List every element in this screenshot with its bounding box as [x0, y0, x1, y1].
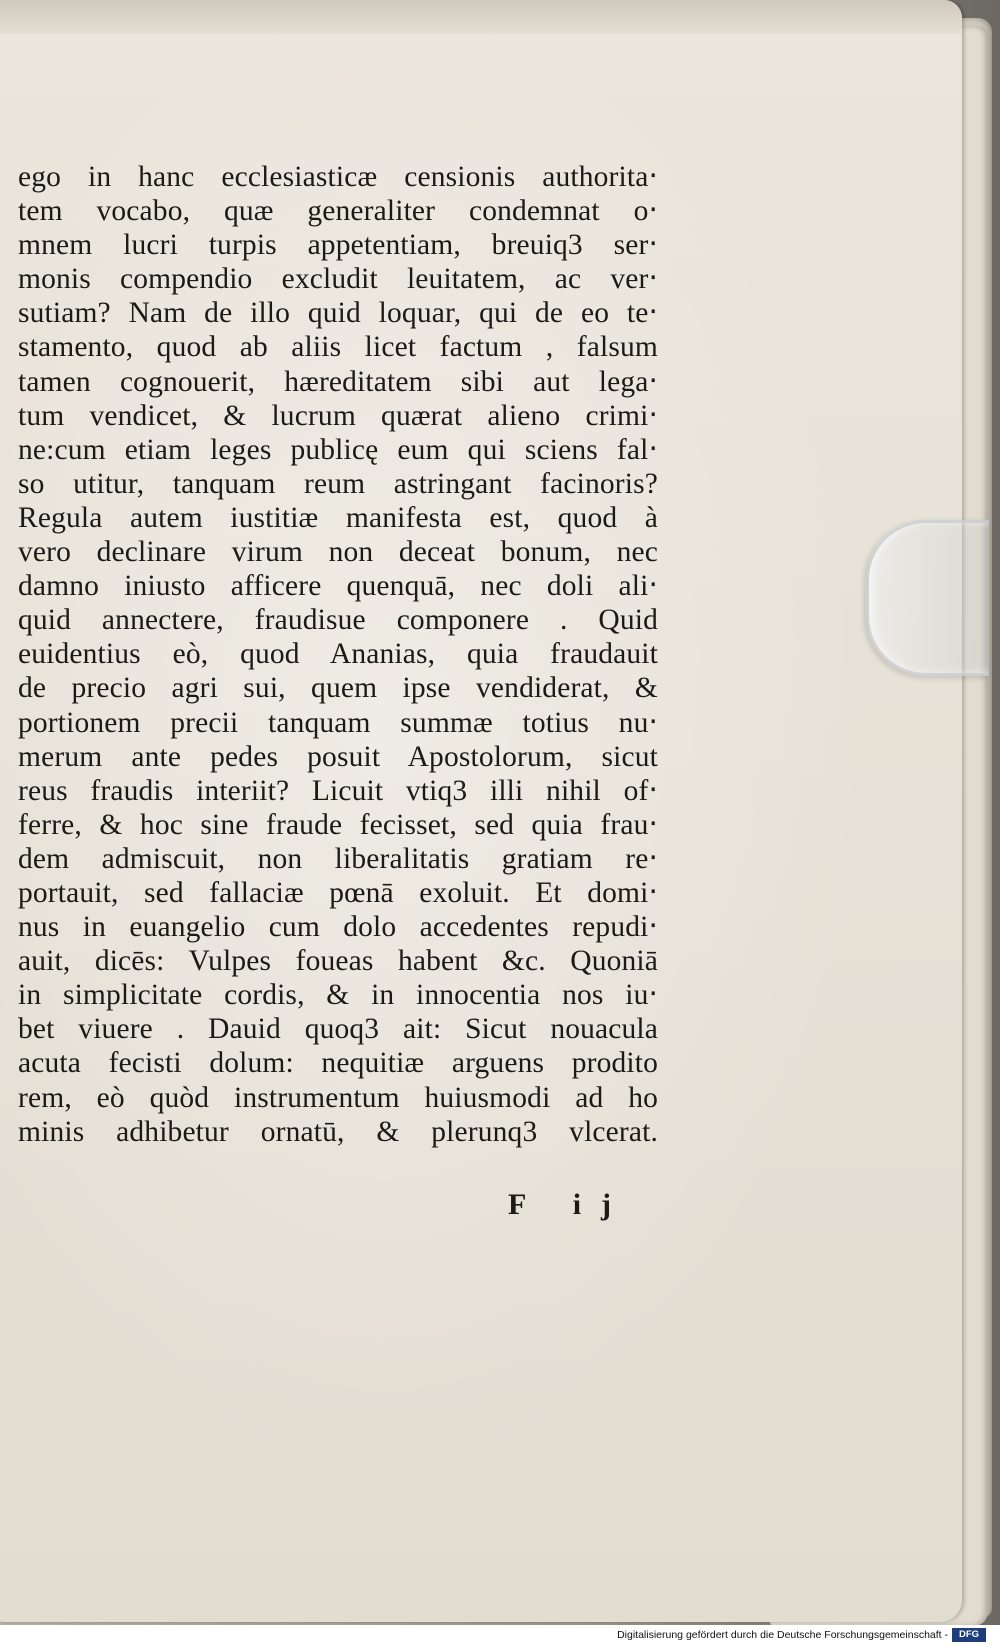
text-line: bet viuere . Dauid quoq3 ait: Sicut nouacula: [18, 1013, 658, 1046]
text-line: tamen cognouerit, hæreditatem sibi aut lega‧: [18, 365, 658, 398]
page-text: [18, 160, 658, 1149]
text-line: damno iniusto afficere quenquā, nec doli ali‧: [18, 570, 658, 603]
dfg-logo: DFG: [952, 1628, 986, 1642]
text-line: portionem precii tanquam summæ totius nu‧: [18, 706, 658, 739]
text-line: ferre, & hoc sine fraude fecisset, sed quia frau‧: [18, 808, 658, 841]
text-line: merum ante pedes posuit Apostolorum, sicut: [18, 740, 658, 773]
text-line: stamento, quod ab aliis licet factum , falsum: [18, 331, 658, 364]
text-line: so utitur, tanquam reum astringant facinoris?: [18, 467, 658, 500]
text-line: tum vendicet, & lucrum quærat alieno crimi‧: [18, 399, 658, 432]
text-line: auit, dicēs: Vulpes foueas habent &c. Quoniā: [18, 945, 658, 978]
text-line: de precio agri sui, quem ipse vendiderat, &: [18, 672, 658, 705]
text-line: ne:cum etiam leges publicę eum qui sciens fal‧: [18, 433, 658, 466]
text-line: rem, eò quòd instrumentum huiusmodi ad ho: [18, 1081, 658, 1114]
page-top-edge: [0, 0, 962, 34]
text-line: monis compendio excludit leuitatem, ac ver‧: [18, 263, 658, 296]
text-line: mnem lucri turpis appetentiam, breuiq3 ser‧: [18, 229, 658, 262]
text-line: quid annectere, fraudisue componere . Quid: [18, 604, 658, 637]
footer-bar: [0, 1625, 1000, 1646]
text-line: reus fraudis interiit? Licuit vtiq3 illi nihil of‧: [18, 774, 658, 807]
text-line: nus in euangelio cum dolo accedentes repudi‧: [18, 911, 658, 944]
funding-credit: Digitalisierung gefördert durch die Deutsche Forschungsgemeinschaft -: [617, 1629, 948, 1641]
text-line: acuta fecisti dolum: nequitiæ arguens prodito: [18, 1047, 658, 1080]
text-line: sutiam? Nam de illo quid loquar, qui de eo te‧: [18, 297, 658, 330]
text-line: minis adhibetur ornatū, & plerunq3 vlcerat.: [18, 1115, 658, 1148]
text-line: tem vocabo, quæ generaliter condemnat o‧: [18, 195, 658, 228]
text-line: in simplicitate cordis, & in innocentia nos iu‧: [18, 979, 658, 1012]
text-line: euidentius eò, quod Ananias, quia fraudauit: [18, 638, 658, 671]
text-line: ego in hanc ecclesiasticæ censionis authorita‧: [18, 161, 658, 193]
text-line: Regula autem iustitiæ manifesta est, quod à: [18, 501, 658, 534]
signature-mark: F ij: [508, 1188, 632, 1221]
text-line: dem admiscuit, non liberalitatis gratiam re‧: [18, 842, 658, 875]
page-clip: [866, 520, 989, 676]
text-line: portauit, sed fallaciæ pœnā exoluit. Et domi‧: [18, 876, 658, 909]
text-line: vero declinare virum non deceat bonum, nec: [18, 536, 658, 569]
